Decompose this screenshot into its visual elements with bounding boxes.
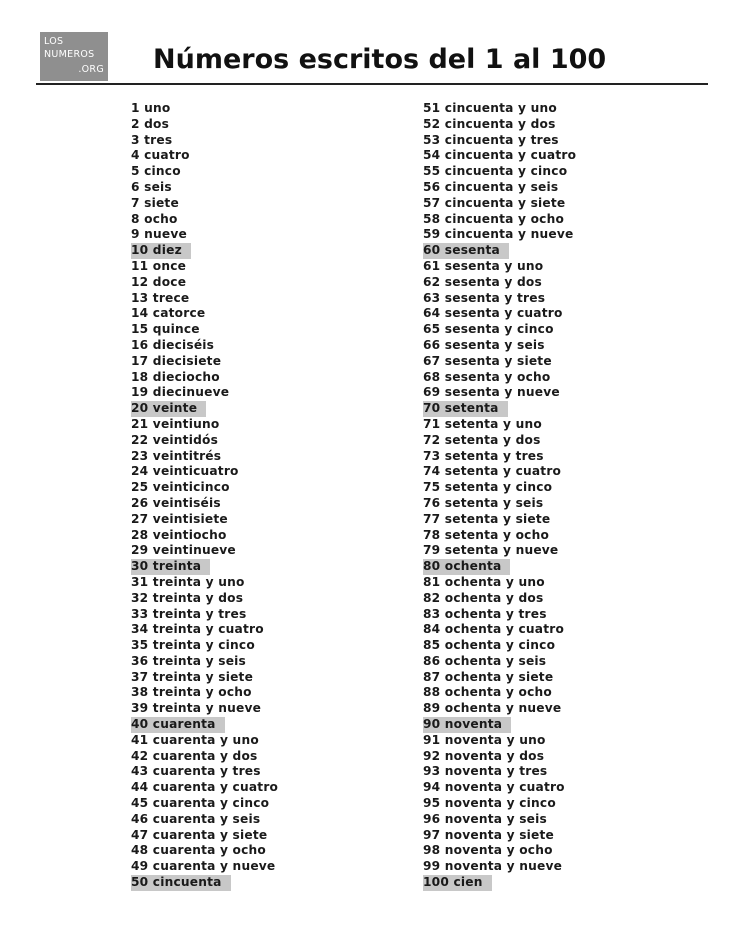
number-item — [131, 291, 287, 307]
number-item-highlighted — [423, 401, 585, 417]
number-text: 49 cuarenta y nueve — [131, 859, 276, 874]
number-item — [131, 370, 287, 386]
number-text: 35 treinta y cinco — [131, 638, 255, 653]
number-item — [131, 859, 287, 875]
number-item — [423, 275, 585, 291]
number-item — [423, 227, 585, 243]
number-item — [131, 101, 287, 117]
number-text: 47 cuarenta y siete — [131, 827, 268, 842]
number-item — [423, 291, 585, 307]
number-text: 77 setenta y siete — [423, 511, 551, 526]
number-text: 88 ochenta y ocho — [423, 685, 552, 700]
number-item-highlighted — [131, 875, 287, 891]
number-text: 9 nueve — [131, 227, 187, 242]
number-item — [423, 117, 585, 133]
number-text: 90 noventa — [423, 717, 511, 733]
number-text: 13 trece — [131, 290, 190, 305]
number-text: 4 cuatro — [131, 148, 190, 163]
title-divider — [36, 83, 708, 85]
number-item — [131, 259, 287, 275]
number-text: 34 treinta y cuatro — [131, 622, 264, 637]
number-item — [131, 180, 287, 196]
number-item — [131, 764, 287, 780]
number-text: 1 uno — [131, 101, 171, 115]
number-text: 41 cuarenta y uno — [131, 732, 259, 747]
number-item — [423, 543, 585, 559]
number-item — [423, 180, 585, 196]
number-item — [423, 859, 585, 875]
number-text: 83 ochenta y tres — [423, 606, 547, 621]
number-item — [423, 196, 585, 212]
number-text: 11 once — [131, 258, 187, 273]
number-list-right — [423, 101, 585, 891]
number-item — [423, 685, 585, 701]
number-item — [131, 685, 287, 701]
number-item — [131, 148, 287, 164]
number-text: 86 ochenta y seis — [423, 653, 547, 668]
number-text: 50 cincuenta — [131, 875, 231, 891]
number-text: 12 doce — [131, 274, 187, 289]
number-item — [423, 796, 585, 812]
number-text: 60 sesenta — [423, 243, 509, 259]
number-item — [131, 338, 287, 354]
number-item — [423, 575, 585, 591]
number-item — [131, 512, 287, 528]
number-text: 84 ochenta y cuatro — [423, 622, 565, 637]
number-text: 48 cuarenta y ocho — [131, 843, 267, 858]
number-item-highlighted — [131, 243, 287, 259]
number-item — [131, 543, 287, 559]
number-item — [131, 796, 287, 812]
number-item — [131, 622, 287, 638]
number-text: 74 setenta y cuatro — [423, 464, 562, 479]
number-item — [131, 212, 287, 228]
number-item — [131, 449, 287, 465]
number-item — [423, 701, 585, 717]
number-text: 95 noventa y cinco — [423, 796, 556, 811]
number-item — [131, 528, 287, 544]
number-item — [131, 654, 287, 670]
number-item — [423, 417, 585, 433]
number-text: 62 sesenta y dos — [423, 274, 542, 289]
number-item — [423, 638, 585, 654]
number-text: 75 setenta y cinco — [423, 480, 553, 495]
number-text: 32 treinta y dos — [131, 590, 244, 605]
number-item — [131, 638, 287, 654]
number-item-highlighted — [423, 559, 585, 575]
number-item — [423, 607, 585, 623]
number-item — [131, 117, 287, 133]
number-text: 79 setenta y nueve — [423, 543, 559, 558]
number-text: 29 veintinueve — [131, 543, 236, 558]
number-text: 26 veintiséis — [131, 495, 221, 510]
number-text: 30 treinta — [131, 559, 210, 575]
number-text: 39 treinta y nueve — [131, 701, 262, 716]
number-text: 70 setenta — [423, 401, 508, 417]
number-item — [423, 528, 585, 544]
number-item — [423, 828, 585, 844]
number-text: 36 treinta y seis — [131, 653, 246, 668]
number-text: 85 ochenta y cinco — [423, 638, 556, 653]
number-text: 89 ochenta y nueve — [423, 701, 562, 716]
logo-line-1: LOS — [44, 36, 64, 47]
number-item — [423, 749, 585, 765]
number-text: 20 veinte — [131, 401, 206, 417]
number-text: 19 diecinueve — [131, 385, 230, 400]
number-text: 57 cincuenta y siete — [423, 195, 566, 210]
number-item-highlighted — [131, 717, 287, 733]
number-text: 15 quince — [131, 322, 200, 337]
number-item — [423, 433, 585, 449]
number-item — [423, 480, 585, 496]
number-item-highlighted — [131, 559, 287, 575]
number-text: 31 treinta y uno — [131, 574, 245, 589]
number-item — [131, 196, 287, 212]
number-item — [423, 654, 585, 670]
number-item — [131, 749, 287, 765]
number-item — [131, 133, 287, 149]
number-item — [423, 259, 585, 275]
number-text: 96 noventa y seis — [423, 811, 547, 826]
number-text: 68 sesenta y ocho — [423, 369, 551, 384]
number-item — [423, 133, 585, 149]
number-item — [423, 385, 585, 401]
number-item — [423, 733, 585, 749]
number-text: 37 treinta y siete — [131, 669, 254, 684]
number-item — [423, 591, 585, 607]
number-item — [131, 417, 287, 433]
number-item — [131, 227, 287, 243]
number-item — [131, 607, 287, 623]
number-item-highlighted — [423, 243, 585, 259]
number-item — [423, 843, 585, 859]
number-text: 55 cincuenta y cinco — [423, 164, 568, 179]
number-text: 40 cuarenta — [131, 717, 225, 733]
number-item — [423, 338, 585, 354]
number-text: 44 cuarenta y cuatro — [131, 780, 279, 795]
number-text: 27 veintisiete — [131, 511, 228, 526]
number-text: 63 sesenta y tres — [423, 290, 546, 305]
number-text: 52 cincuenta y dos — [423, 116, 556, 131]
number-list-left — [131, 101, 287, 891]
number-item — [131, 575, 287, 591]
number-item — [131, 843, 287, 859]
number-text: 67 sesenta y siete — [423, 353, 552, 368]
number-text: 100 cien — [423, 875, 492, 891]
number-item — [131, 164, 287, 180]
number-item — [423, 464, 585, 480]
number-text: 16 dieciséis — [131, 337, 215, 352]
number-text: 59 cincuenta y nueve — [423, 227, 574, 242]
number-text: 5 cinco — [131, 164, 181, 179]
number-item — [423, 496, 585, 512]
number-text: 94 noventa y cuatro — [423, 780, 565, 795]
number-text: 8 ocho — [131, 211, 178, 226]
number-text: 82 ochenta y dos — [423, 590, 544, 605]
number-item — [423, 148, 585, 164]
number-item — [131, 275, 287, 291]
number-text: 28 veintiocho — [131, 527, 227, 542]
number-text: 33 treinta y tres — [131, 606, 247, 621]
number-text: 45 cuarenta y cinco — [131, 796, 270, 811]
number-text: 64 sesenta y cuatro — [423, 306, 563, 321]
number-text: 99 noventa y nueve — [423, 859, 563, 874]
number-item — [131, 828, 287, 844]
number-item — [131, 480, 287, 496]
number-item — [131, 496, 287, 512]
number-item — [131, 733, 287, 749]
number-text: 72 setenta y dos — [423, 432, 541, 447]
number-text: 3 tres — [131, 132, 173, 147]
number-item — [131, 322, 287, 338]
number-text: 54 cincuenta y cuatro — [423, 148, 577, 163]
number-item — [423, 212, 585, 228]
number-item — [423, 306, 585, 322]
number-text: 98 noventa y ocho — [423, 843, 553, 858]
site-logo — [40, 32, 108, 81]
number-text: 2 dos — [131, 116, 170, 131]
number-item — [423, 322, 585, 338]
number-item — [131, 780, 287, 796]
number-item — [131, 701, 287, 717]
number-item — [131, 812, 287, 828]
number-text: 7 siete — [131, 195, 179, 210]
logo-line-2: NUMEROS — [44, 49, 95, 60]
number-item — [423, 670, 585, 686]
number-text: 43 cuarenta y tres — [131, 764, 261, 779]
number-item — [423, 449, 585, 465]
number-item-highlighted — [423, 717, 585, 733]
number-text: 17 diecisiete — [131, 353, 222, 368]
number-text: 78 setenta y ocho — [423, 527, 550, 542]
number-item — [131, 670, 287, 686]
number-text: 87 ochenta y siete — [423, 669, 554, 684]
number-item-highlighted — [423, 875, 585, 891]
number-text: 92 noventa y dos — [423, 748, 545, 763]
number-text: 6 seis — [131, 179, 172, 194]
number-text: 56 cincuenta y seis — [423, 179, 559, 194]
number-text: 93 noventa y tres — [423, 764, 548, 779]
number-text: 21 veintiuno — [131, 416, 220, 431]
number-item — [131, 354, 287, 370]
number-text: 18 dieciocho — [131, 369, 220, 384]
number-item — [423, 164, 585, 180]
number-item — [423, 812, 585, 828]
number-item — [423, 101, 585, 117]
number-item — [131, 433, 287, 449]
number-item — [423, 370, 585, 386]
number-item — [423, 512, 585, 528]
number-text: 53 cincuenta y tres — [423, 132, 559, 147]
number-item — [131, 464, 287, 480]
number-text: 42 cuarenta y dos — [131, 748, 258, 763]
number-item — [423, 622, 585, 638]
number-text: 81 ochenta y uno — [423, 574, 545, 589]
logo-line-3: .ORG — [78, 64, 104, 75]
page-title: Números escritos del 1 al 100 — [153, 44, 607, 75]
number-item — [131, 306, 287, 322]
number-text: 97 noventa y siete — [423, 827, 555, 842]
number-text: 73 setenta y tres — [423, 448, 544, 463]
number-item — [131, 591, 287, 607]
number-text: 23 veintitrés — [131, 448, 222, 463]
number-text: 22 veintidós — [131, 432, 219, 447]
number-text: 14 catorce — [131, 306, 206, 321]
number-item — [423, 764, 585, 780]
number-text: 91 noventa y uno — [423, 732, 546, 747]
number-text: 10 diez — [131, 243, 191, 259]
number-text: 51 cincuenta y uno — [423, 101, 557, 115]
number-item — [131, 385, 287, 401]
number-text: 38 treinta y ocho — [131, 685, 252, 700]
number-text: 71 setenta y uno — [423, 416, 542, 431]
number-item-highlighted — [131, 401, 287, 417]
number-item — [423, 354, 585, 370]
number-text: 80 ochenta — [423, 559, 510, 575]
number-text: 69 sesenta y nueve — [423, 385, 560, 400]
number-text: 58 cincuenta y ocho — [423, 211, 565, 226]
number-text: 25 veinticinco — [131, 480, 230, 495]
number-text: 65 sesenta y cinco — [423, 322, 554, 337]
number-text: 61 sesenta y uno — [423, 258, 544, 273]
number-text: 66 sesenta y seis — [423, 337, 545, 352]
number-text: 76 setenta y seis — [423, 495, 544, 510]
number-text: 24 veinticuatro — [131, 464, 239, 479]
number-text: 46 cuarenta y seis — [131, 811, 261, 826]
number-item — [423, 780, 585, 796]
